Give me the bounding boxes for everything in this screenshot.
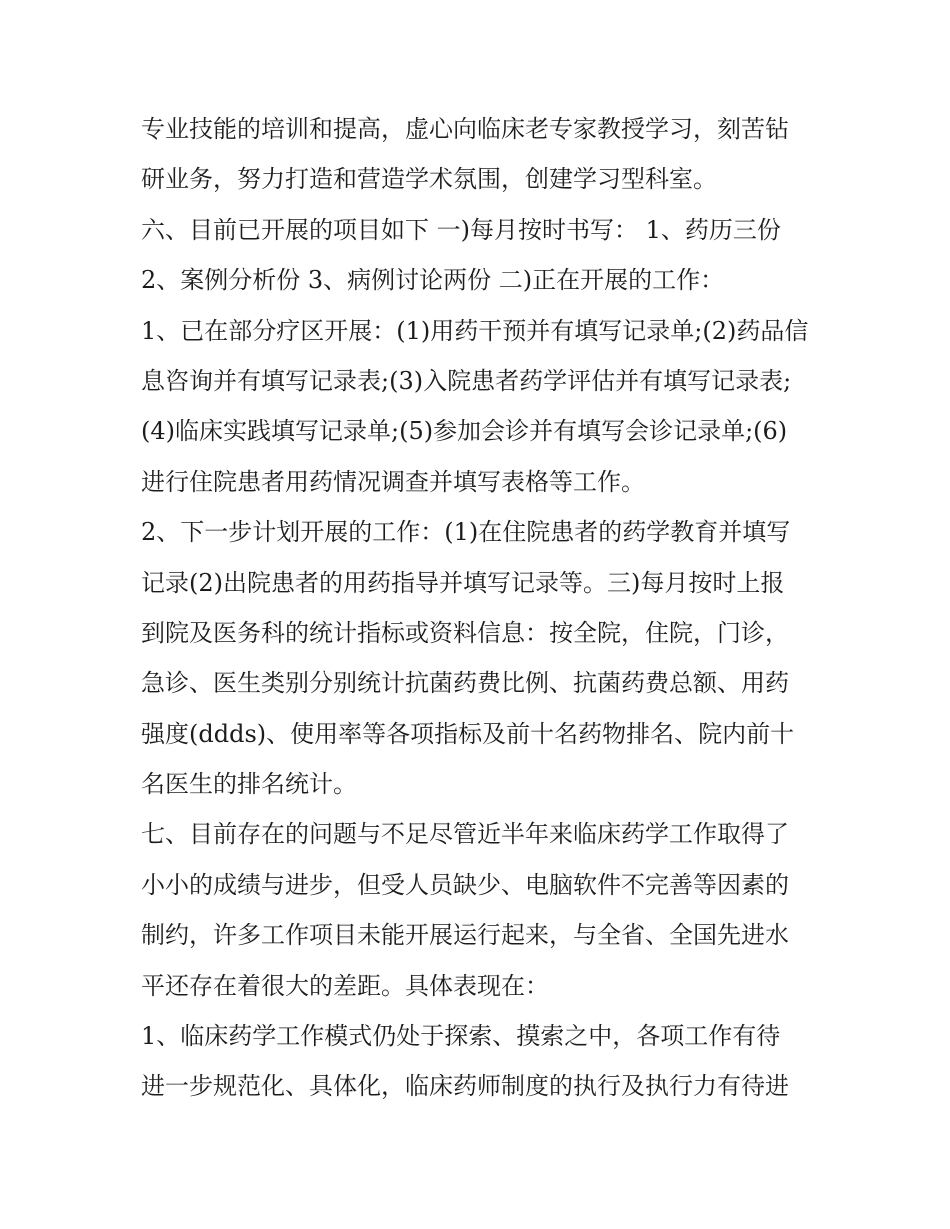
text-line: 七、目前存在的问题与不足尽管近半年来临床药学工作取得了 <box>141 820 789 849</box>
text-line: 小小的成绩与进步，但受人员缺少、电脑软件不完善等因素的 <box>141 870 789 899</box>
text-line: 制约，许多工作项目未能开展运行起来，与全省、全国先进水 <box>141 921 789 950</box>
text-line: 进行住院患者用药情况调查并填写表格等工作。 <box>141 467 645 496</box>
text-line: 专业技能的培训和提高，虚心向临床老专家教授学习，刻苦钻 <box>141 115 789 143</box>
text-line: 研业务，努力打造和营造学术氛围，创建学习型科室。 <box>141 165 717 194</box>
text-line: 1、临床药学工作模式仍处于探索、摸索之中，各项工作有待 <box>141 1022 781 1051</box>
text-line: 息咨询并有填写记录表;(3)入院患者药学评估并有填写记录表; <box>141 366 792 395</box>
text-line: 名医生的排名统计。 <box>141 770 357 799</box>
text-line: 2、案例分析份 3、病例讨论两份 二)正在开展的工作： <box>141 266 725 295</box>
text-line: 记录(2)出院患者的用药指导并填写记录等。三)每月按时上报 <box>141 568 785 597</box>
text-line: 六、目前已开展的项目如下 一)每月按时书写： 1、药历三份 <box>141 215 781 244</box>
text-line: 2、下一步计划开展的工作：(1)在住院患者的药学教育并填写 <box>141 518 791 547</box>
text-line: 平还存在着很大的差距。具体表现在： <box>141 971 549 1000</box>
text-line: 到院及医务科的统计指标或资料信息：按全院，住院，门诊， <box>141 618 789 647</box>
body-text <box>141 104 821 1112</box>
text-line: 急诊、医生类别分别统计抗菌药费比例、抗菌药费总额、用药 <box>141 669 789 698</box>
text-line: 进一步规范化、具体化，临床药师制度的执行及执行力有待进 <box>141 1072 789 1101</box>
text-line: 1、已在部分疗区开展：(1)用药干预并有填写记录单;(2)药品信 <box>141 316 809 345</box>
text-line: (4)临床实践填写记录单;(5)参加会诊并有填写会诊记录单;(6) <box>141 417 788 446</box>
text-line: 强度(ddds)、使用率等各项指标及前十名药物排名、院内前十 <box>141 719 795 748</box>
